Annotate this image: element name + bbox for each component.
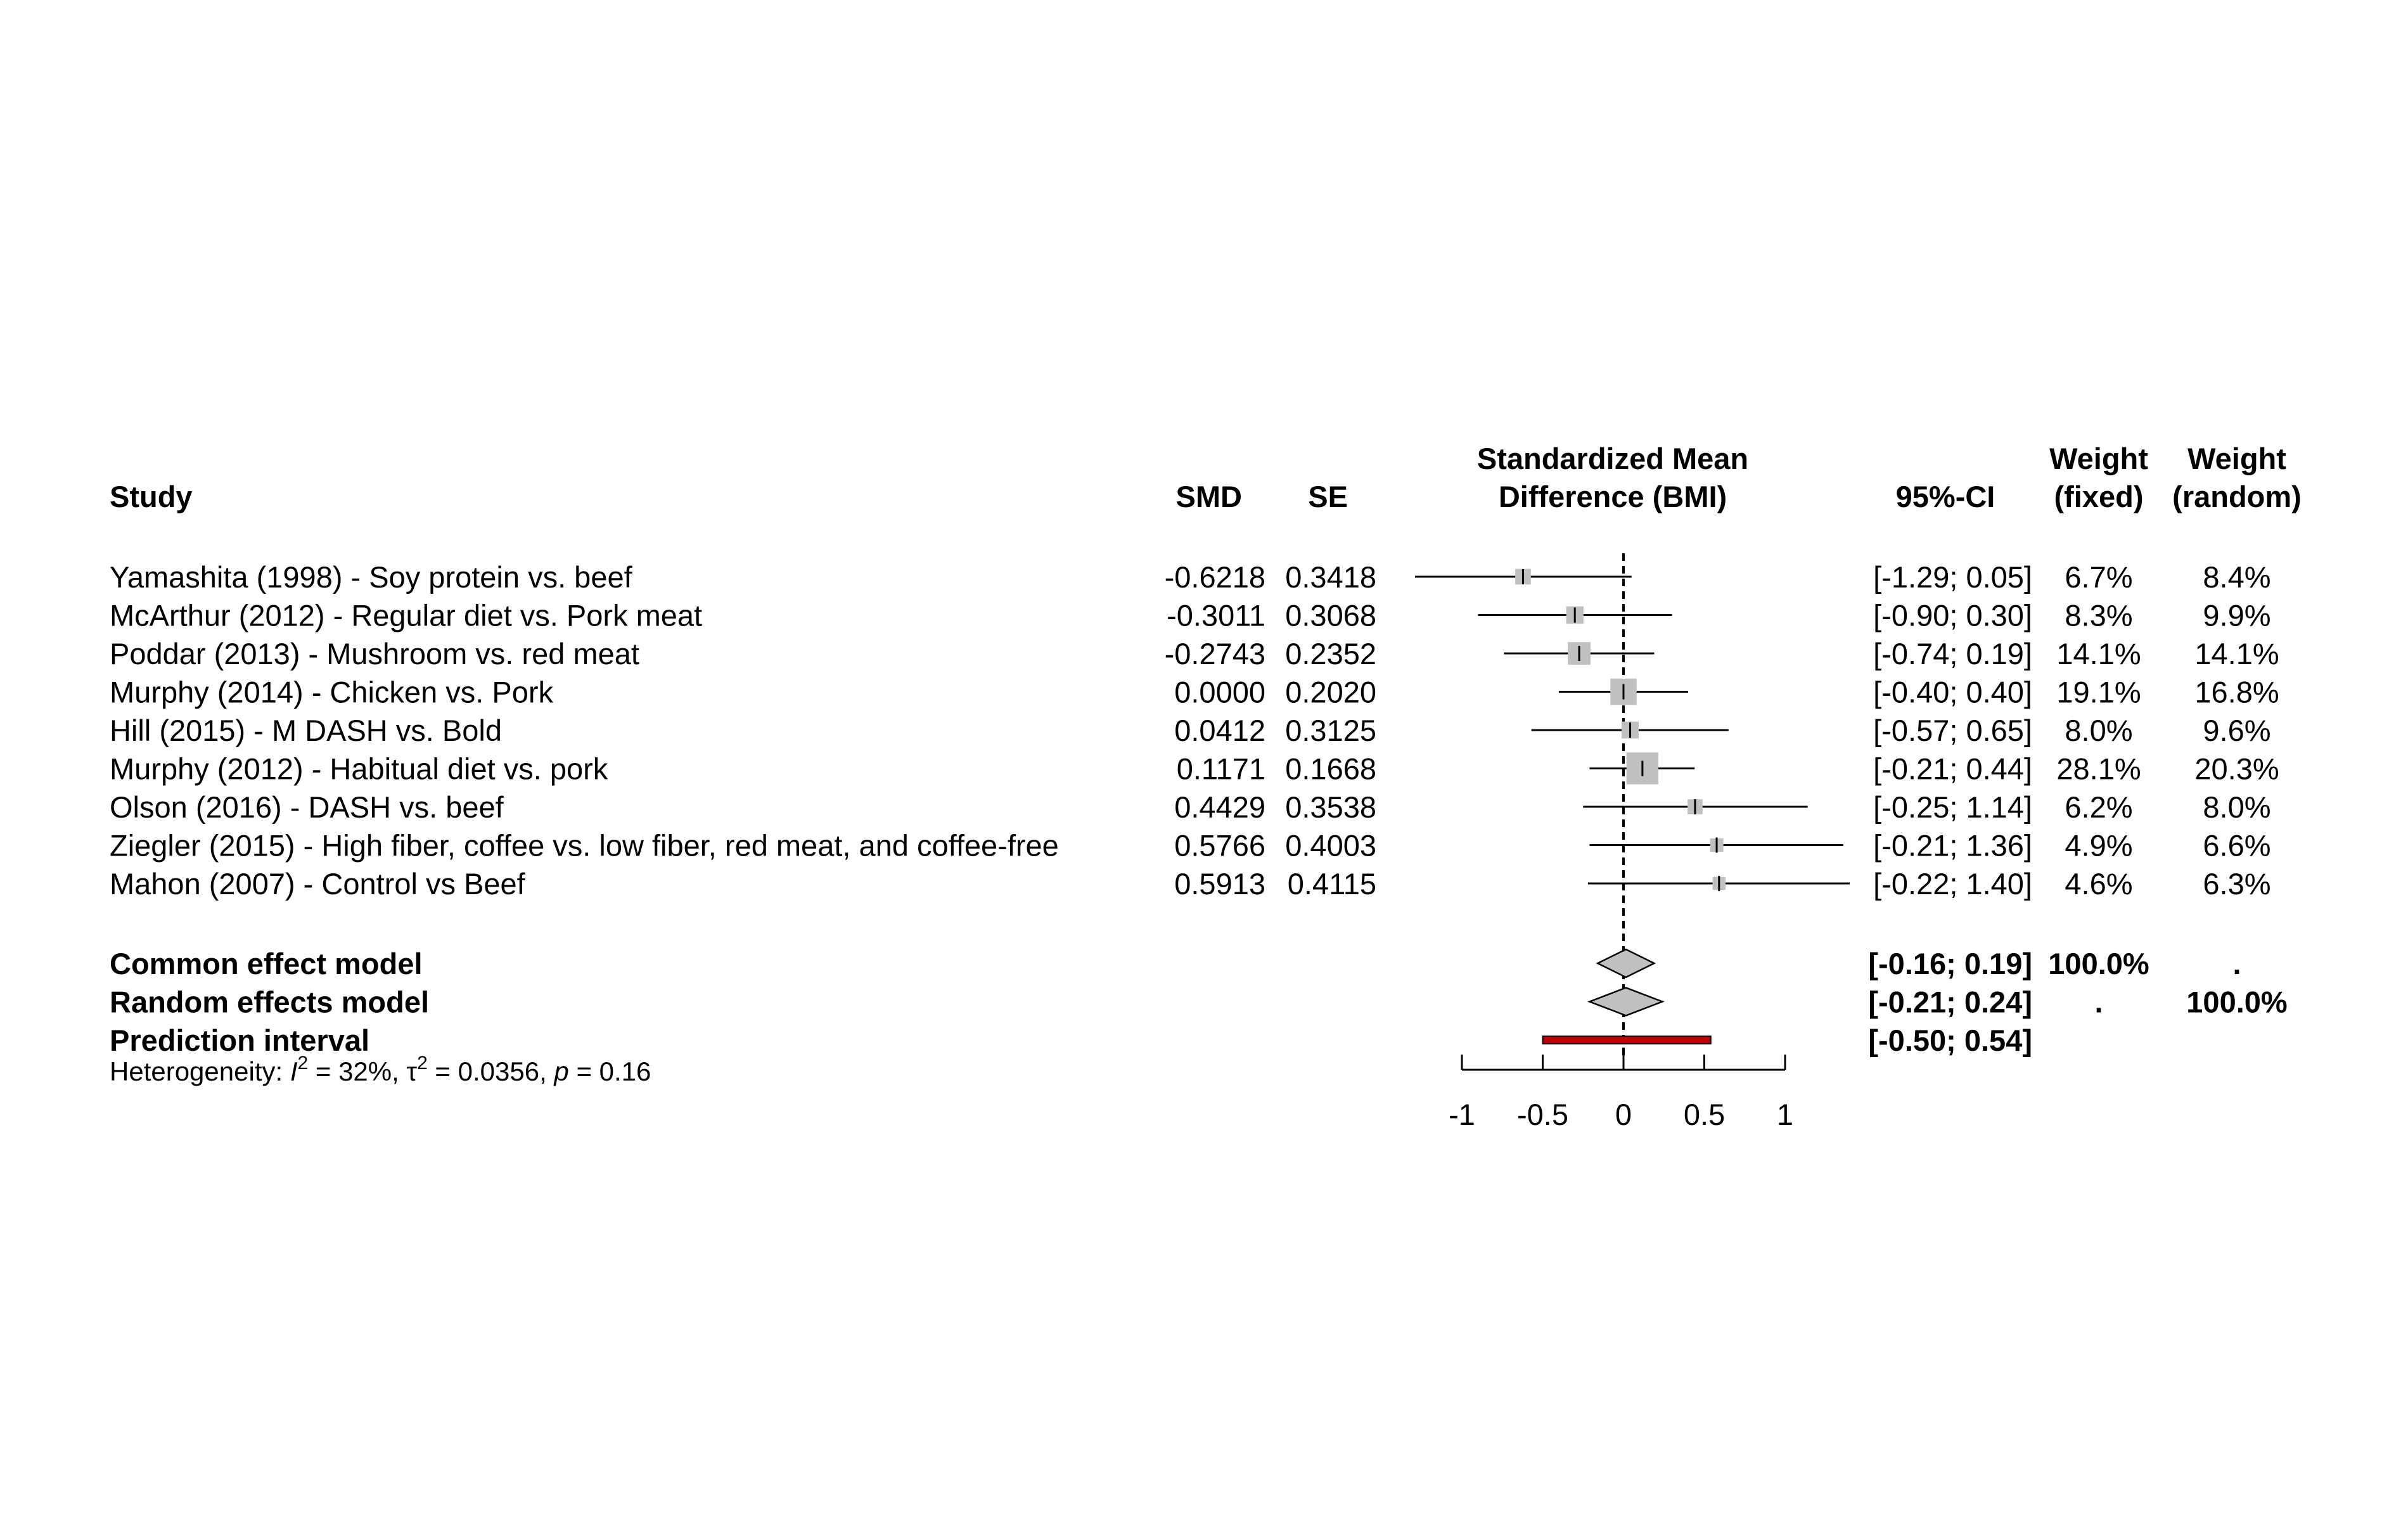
ci-value: [-0.57; 0.65] (1873, 714, 2032, 747)
se-value: 0.1668 (1285, 752, 1376, 786)
weight-random-value: 9.9% (2203, 598, 2271, 632)
summary-weight-fixed: 100.0% (2048, 947, 2149, 980)
ci-value: [-0.74; 0.19] (1873, 637, 2032, 671)
smd-value: 0.5913 (1174, 867, 1265, 901)
ci-value: [-0.21; 0.44] (1873, 752, 2032, 786)
weight-fixed-value: 4.9% (2065, 828, 2133, 863)
summary-weight-random: . (2232, 947, 2241, 980)
header-study: Study (110, 480, 193, 513)
header-ci: 95%-CI (1895, 480, 1995, 513)
ci-value: [-0.40; 0.40] (1873, 675, 2032, 709)
weight-random-value: 14.1% (2194, 637, 2279, 671)
heterogeneity-text (110, 1053, 651, 1086)
summary-diamond (1589, 988, 1662, 1016)
weight-random-value: 16.8% (2194, 675, 2279, 709)
study-label: Olson (2016) - DASH vs. beef (110, 790, 504, 824)
weight-fixed-value: 6.2% (2065, 790, 2133, 824)
weight-random-value: 20.3% (2194, 752, 2279, 786)
summary-label: Prediction interval (110, 1024, 370, 1057)
summary-label: Common effect model (110, 947, 423, 980)
weight-random-value: 6.6% (2203, 828, 2271, 863)
ci-value: [-0.90; 0.30] (1873, 598, 2032, 632)
se-value: 0.3068 (1285, 598, 1376, 632)
se-value: 0.4115 (1287, 867, 1376, 901)
smd-value: 0.0412 (1174, 714, 1265, 747)
study-label: Hill (2015) - M DASH vs. Bold (110, 714, 502, 747)
weight-random-value: 9.6% (2203, 714, 2271, 747)
smd-value: -0.2743 (1164, 637, 1265, 671)
se-value: 0.3418 (1285, 560, 1376, 594)
summary-diamond (1598, 949, 1654, 977)
study-label: Ziegler (2015) - High fiber, coffee vs. low fiber, red meat, and coffee-free (110, 828, 1059, 863)
weight-fixed-value: 28.1% (2056, 752, 2141, 786)
weight-fixed-value: 4.6% (2065, 867, 2133, 901)
weight-random-value: 6.3% (2203, 867, 2271, 901)
summary-ci: [-0.50; 0.54] (1868, 1024, 2032, 1057)
p-value: = 0.16 (568, 1056, 651, 1086)
header-weight-random-line1: Weight (2187, 442, 2286, 475)
header-smd: SMD (1175, 480, 1242, 513)
study-rows (110, 560, 2288, 1057)
se-value: 0.2020 (1285, 675, 1376, 709)
se-value: 0.3125 (1285, 714, 1376, 747)
weight-fixed-value: 19.1% (2056, 675, 2141, 709)
summary-label: Random effects model (110, 985, 430, 1019)
weight-fixed-value: 8.0% (2065, 714, 2133, 747)
header-weight-fixed-line2: (fixed) (2054, 480, 2144, 513)
study-label: Murphy (2014) - Chicken vs. Pork (110, 675, 554, 709)
smd-value: 0.0000 (1174, 675, 1265, 709)
tau-superscript: 2 (417, 1053, 428, 1074)
i2-superscript: 2 (297, 1053, 309, 1074)
study-label: Yamashita (1998) - Soy protein vs. beef (110, 560, 632, 594)
study-label: Mahon (2007) - Control vs Beef (110, 867, 525, 901)
smd-value: -0.3011 (1167, 598, 1265, 632)
study-label: Poddar (2013) - Mushroom vs. red meat (110, 637, 639, 671)
i2-symbol: I (290, 1056, 298, 1086)
ci-value: [-1.29; 0.05] (1873, 560, 2032, 594)
ci-value: [-0.22; 1.40] (1873, 867, 2032, 901)
header-plot-line2: Difference (BMI) (1498, 480, 1727, 513)
x-tick-label: 1 (1776, 1098, 1794, 1131)
i2-value: = 32%, (308, 1056, 407, 1086)
weight-random-value: 8.4% (2203, 560, 2271, 594)
smd-value: -0.6218 (1164, 560, 1265, 594)
se-value: 0.2352 (1285, 637, 1376, 671)
weight-fixed-value: 14.1% (2056, 637, 2141, 671)
header-se: SE (1308, 480, 1348, 513)
x-tick-label: -1 (1449, 1098, 1475, 1131)
summary-weight-fixed: . (2094, 985, 2103, 1019)
header-plot-line1: Standardized Mean (1476, 442, 1749, 475)
weight-fixed-value: 8.3% (2065, 598, 2133, 632)
x-tick-label: 0 (1615, 1098, 1632, 1131)
ci-value: [-0.21; 1.36] (1873, 828, 2032, 863)
se-value: 0.4003 (1285, 828, 1376, 863)
header-weight-random-line2: (random) (2172, 480, 2302, 513)
study-label: McArthur (2012) - Regular diet vs. Pork meat (110, 598, 703, 632)
summary-ci: [-0.16; 0.19] (1868, 947, 2032, 980)
heterogeneity-prefix: Heterogeneity: (110, 1056, 290, 1086)
header-weight-fixed-line1: Weight (2049, 442, 2148, 475)
study-label: Murphy (2012) - Habitual diet vs. pork (110, 752, 608, 786)
plot-marks (1415, 553, 1850, 1131)
weight-fixed-value: 6.7% (2065, 560, 2133, 594)
smd-value: 0.1171 (1176, 752, 1265, 786)
summary-ci: [-0.21; 0.24] (1868, 985, 2032, 1019)
p-symbol: p (554, 1056, 569, 1086)
ci-value: [-0.25; 1.14] (1873, 790, 2032, 824)
x-tick-label: -0.5 (1517, 1098, 1568, 1131)
smd-value: 0.5766 (1174, 828, 1265, 863)
x-tick-label: 0.5 (1683, 1098, 1726, 1131)
summary-weight-random: 100.0% (2186, 985, 2288, 1019)
tau-value: = 0.0356, (427, 1056, 554, 1086)
tau-symbol: τ (406, 1056, 418, 1086)
prediction-interval-bar (1543, 1036, 1711, 1044)
se-value: 0.3538 (1285, 790, 1376, 824)
weight-random-value: 8.0% (2203, 790, 2271, 824)
smd-value: 0.4429 (1174, 790, 1265, 824)
